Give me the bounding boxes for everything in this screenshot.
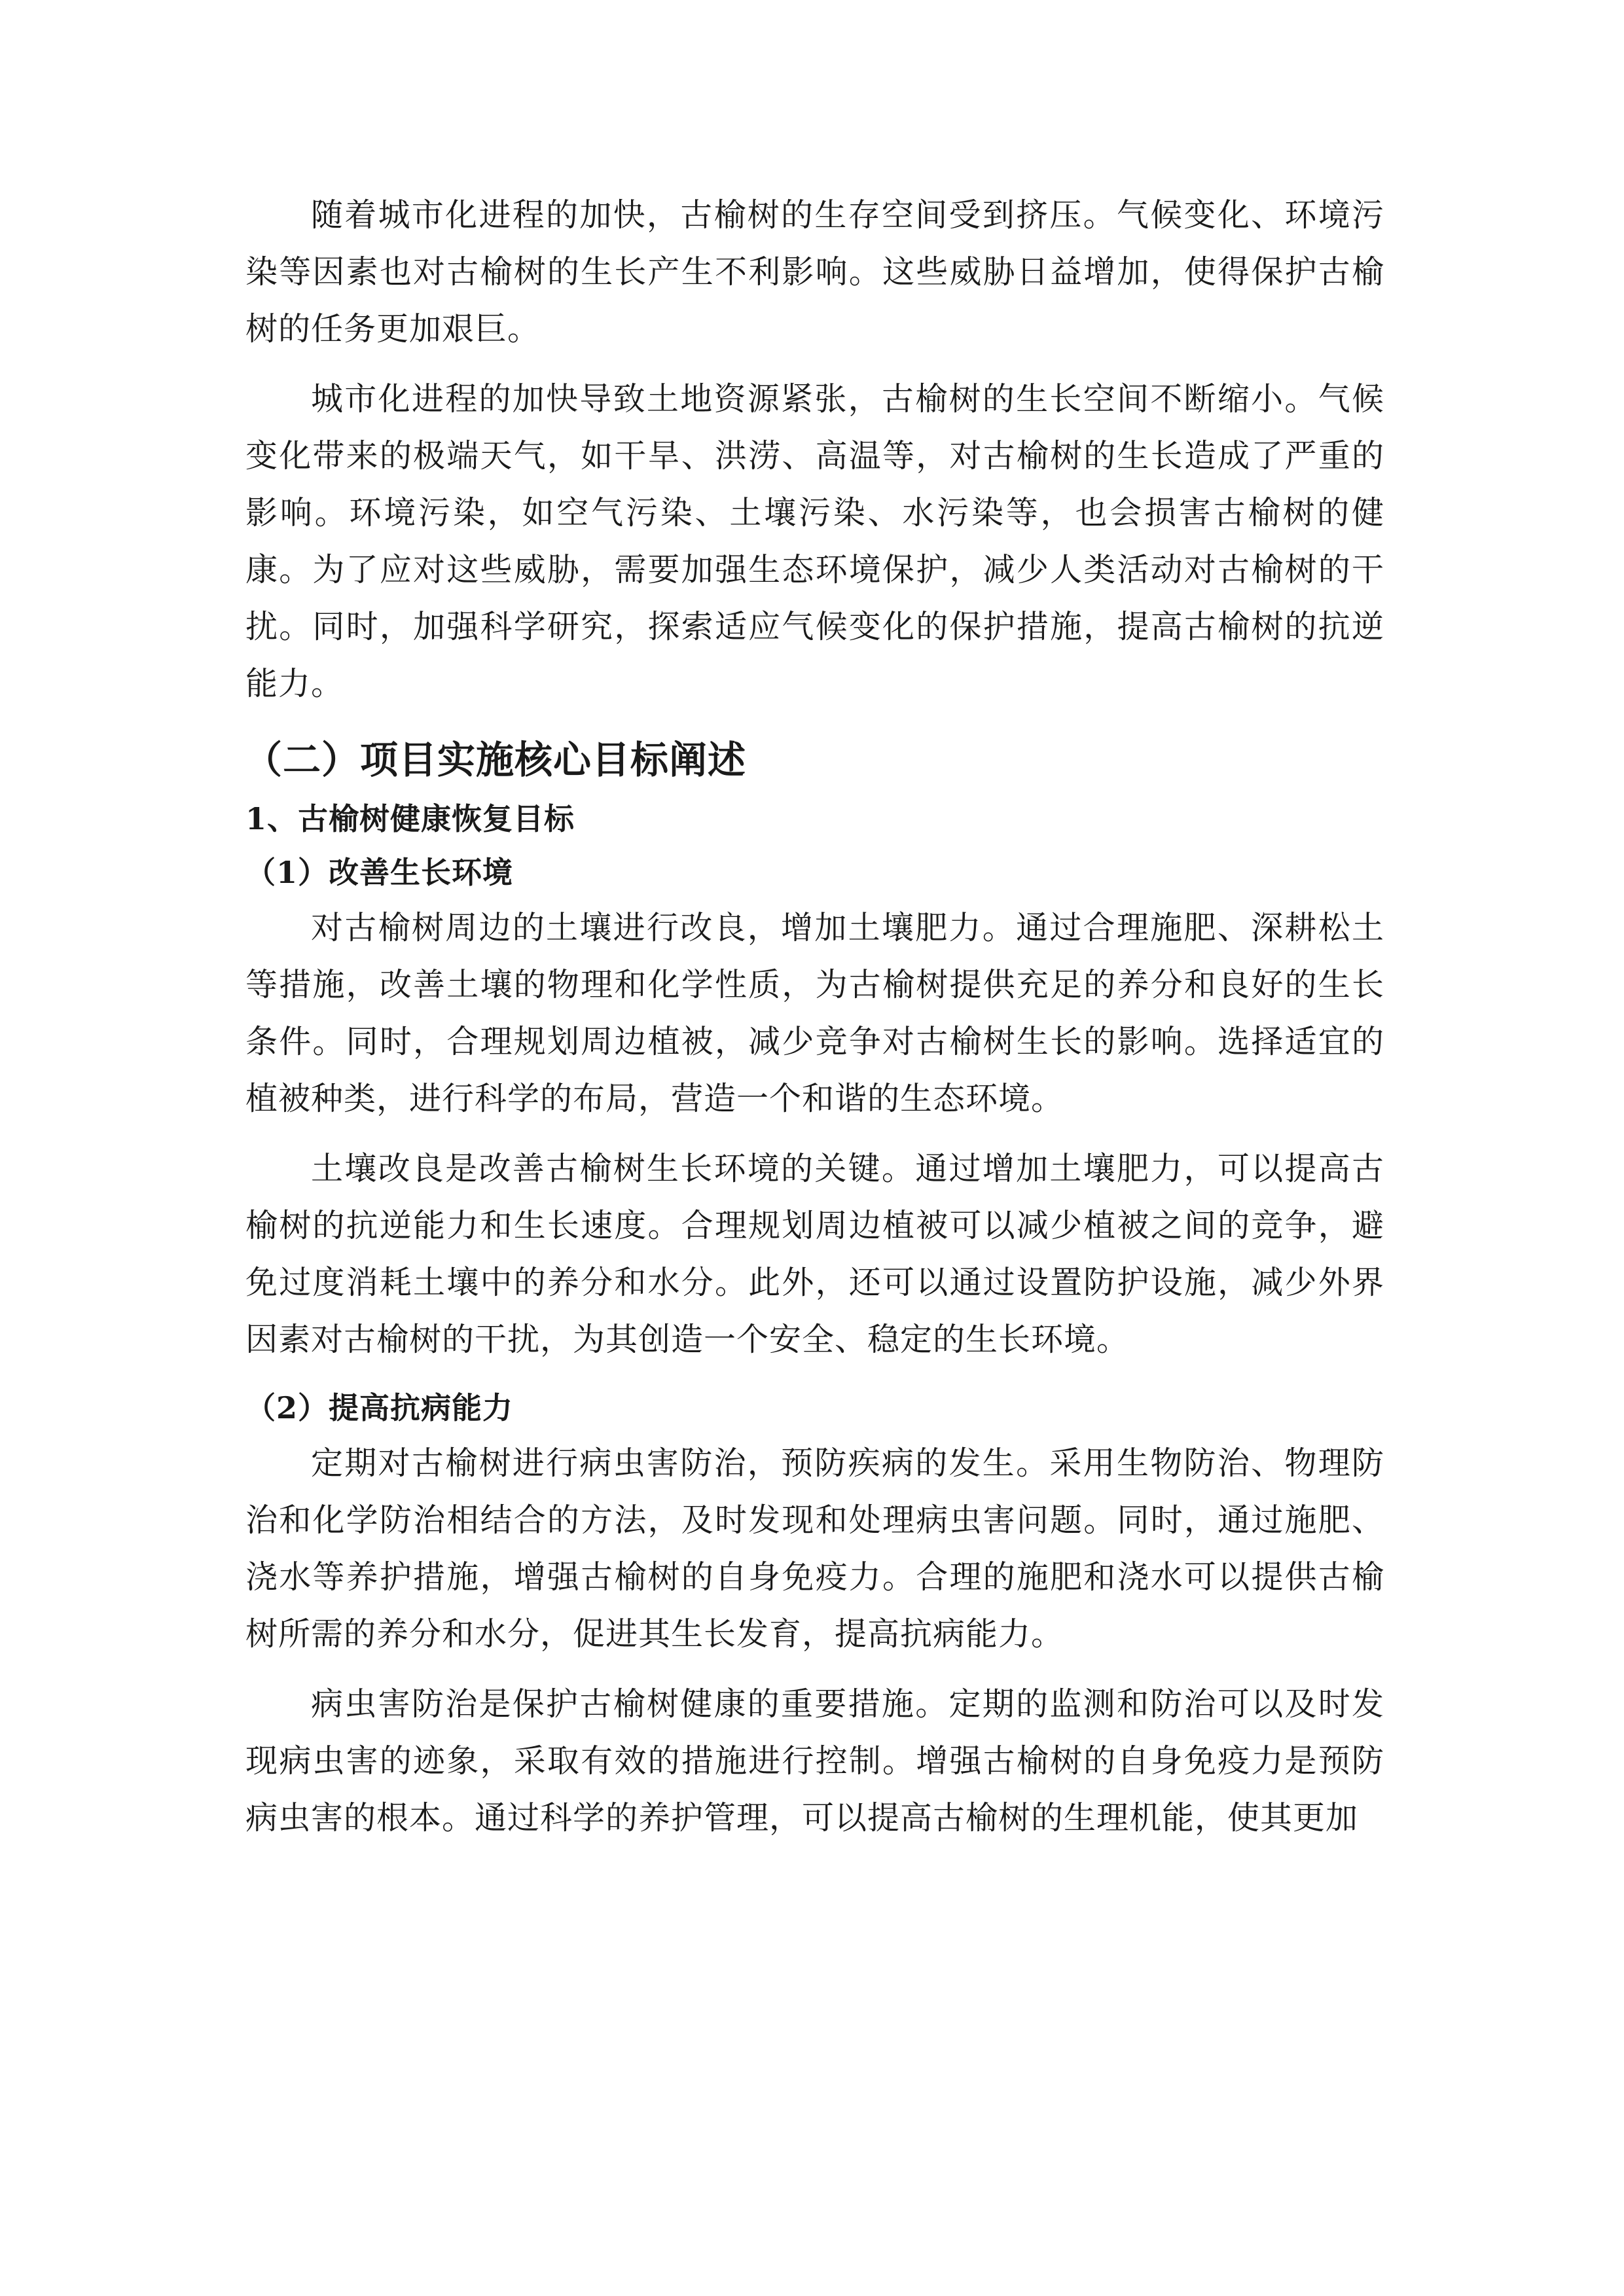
paragraph: 对古榆树周边的土壤进行改良，增加土壤肥力。通过合理施肥、深耕松土等措施，改善土壤的物理和化学性质，为古榆树提供充足的养分和良好的生长条件。同时，合理规划周边植被，减少竞争对古榆树生长的影响。选择适宜的植被种类，进行科学的布局，营造一个和谐的生态环境。	[245, 909, 1384, 1117]
section-heading: （二）项目实施核心目标阐述	[244, 738, 747, 782]
document-page	[245, 187, 1384, 1859]
paragraph: 病虫害防治是保护古榆树健康的重要措施。定期的监测和防治可以及时发现病虫害的迹象，采取有效的措施进行控制。增强古榆树的自身免疫力是预防病虫害的根本。通过科学的养护管理，可以提高古榆树的生理机能，使其更加	[245, 1685, 1384, 1837]
item-heading: （1）改善生长环境	[245, 855, 514, 890]
subsection-heading: 1、古榆树健康恢复目标	[245, 801, 575, 836]
paragraph: 随着城市化进程的加快，古榆树的生存空间受到挤压。气候变化、环境污染等因素也对古榆树的生长产生不利影响。这些威胁日益增加，使得保护古榆树的任务更加艰巨。	[245, 196, 1384, 348]
paragraph: 土壤改良是改善古榆树生长环境的关键。通过增加土壤肥力，可以提高古榆树的抗逆能力和生长速度。合理规划周边植被可以减少植被之间的竞争，避免过度消耗土壤中的养分和水分。此外，还可以通过设置防护设施，减少外界因素对古榆树的干扰，为其创造一个安全、稳定的生长环境。	[245, 1150, 1384, 1358]
item-heading: （2）提高抗病能力	[245, 1390, 514, 1426]
paragraph: 定期对古榆树进行病虫害防治，预防疾病的发生。采用生物防治、物理防治和化学防治相结合的方法，及时发现和处理病虫害问题。同时，通过施肥、浇水等养护措施，增强古榆树的自身免疫力。合理的施肥和浇水可以提供古榆树所需的养分和水分，促进其生长发育，提高抗病能力。	[245, 1444, 1384, 1653]
paragraph: 城市化进程的加快导致土地资源紧张，古榆树的生长空间不断缩小。气候变化带来的极端天气，如干旱、洪涝、高温等，对古榆树的生长造成了严重的影响。环境污染，如空气污染、土壤污染、水污染等，也会损害古榆树的健康。为了应对这些威胁，需要加强生态环境保护，减少人类活动对古榆树的干扰。同时，加强科学研究，探索适应气候变化的保护措施，提高古榆树的抗逆能力。	[245, 380, 1384, 702]
